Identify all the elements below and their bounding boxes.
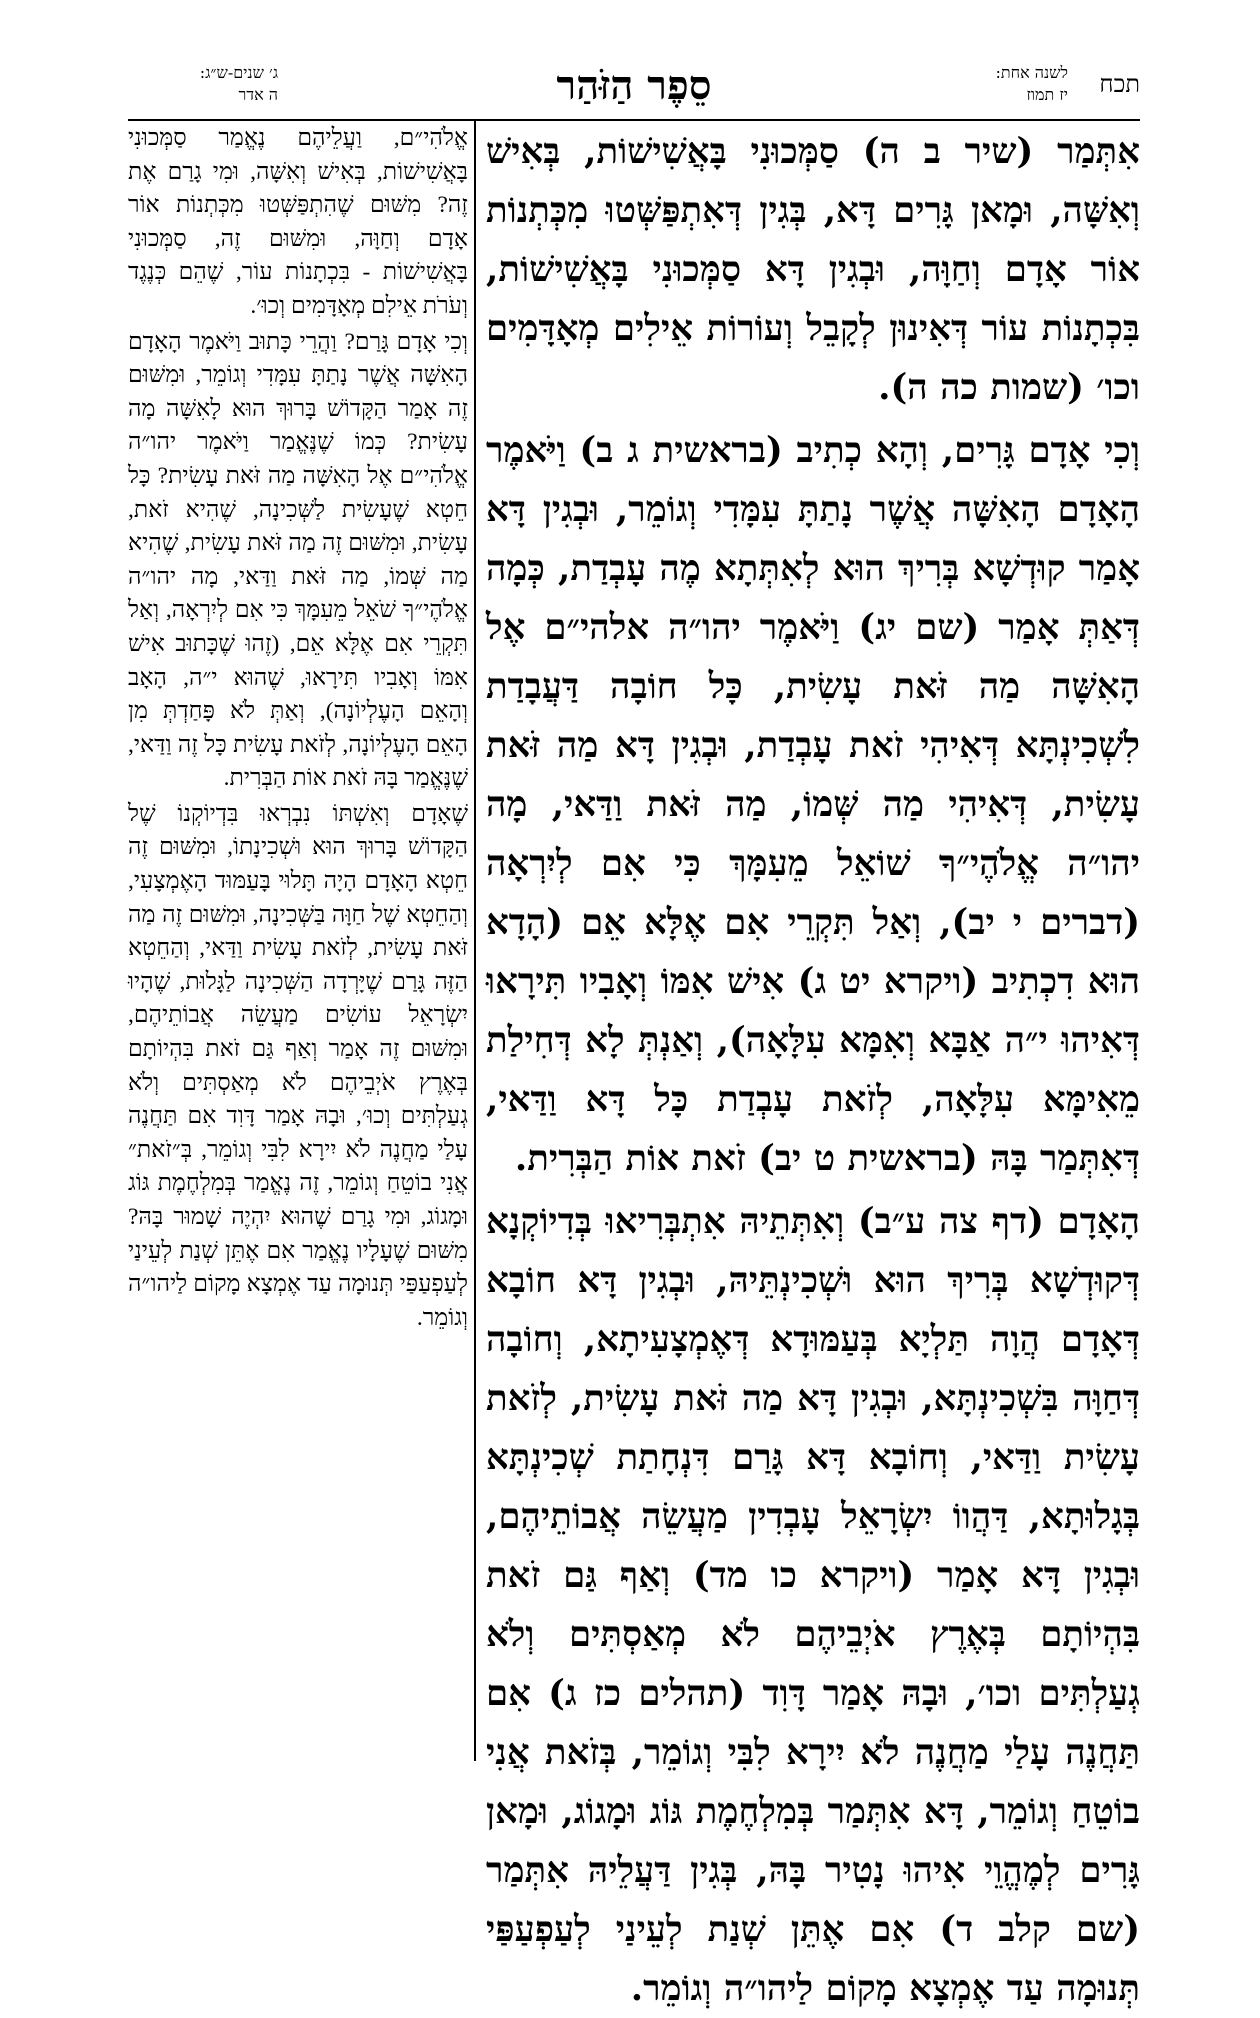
translation-paragraph: אֱלֹהִי״ם, וַעֲלֵיהֶם נֶאֱמַר סַמְּכוּנִי בָּאֲשִׁישׁוֹת, בְּאִישׁ וְאִשָּׁה, וּמִי גָרַם אֶת זֶה? מִשּׁוּם שֶׁהִתְפַּשְּׁטוּ מִכְּתְנוֹת אוֹר אָדָם וְחַוָּה, וּמִשּׁוּם זֶה, סַמְּכוּנִי בָּאֲשִׁישׁוֹת - בִּכְתָנוֹת עוֹר, שֶׁהֵם כְּנֶגֶד וְעֹרֹת אֵילִם מְאָדָּמִים וְכוּ׳. [128, 125, 468, 319]
main-text-column [486, 122, 1140, 2009]
header-divider [128, 119, 1140, 121]
page-number: תכח [1099, 70, 1140, 98]
translation-paragraph: שֶׁאָדָם וְאִשְׁתּוֹ נִבְרְאוּ בִּדְיוֹקְנוֹ שֶׁל הַקָּדוֹשׁ בָּרוּךְ הוּא וּשְׁכִינָתוֹ, וּמִשּׁוּם זֶה חֵטְא הָאָדָם הָיָה תָּלוּי בָּעַמּוּד הָאֶמְצָעִי, וְהַחֵטְא שֶׁל חַוָּה בַּשְּׁכִינָה, וּמִשּׁוּם זֶה מַה זֹּאת עָשִׂית, לְזֹאת עָשִׂית וַדַּאי, וְהַחֵטְא הַזֶּה גָּרַם שֶׁיָּרְדָה הַשְּׁכִינָה לַגָּלוּת, שֶׁהָיוּ יִשְׂרָאֵל עוֹשִׂים מַעֲשֵׂה אֲבוֹתֵיהֶם, וּמִשּׁוּם זֶה אָמַר וְאַף גַּם זֹאת בִּהְיוֹתָם בְּאֶרֶץ אֹיְבֵיהֶם לֹא מְאַסְתִּים וְלֹא גְעַלְתִּים וְכוּ׳, וּבָהּ אָמַר דָּוִד אִם תַּחֲנֶה עָלַי מַחֲנֶה לֹא יִירָא לִבִּי וְגוֹמֵר, בְּ״זֹאת״ אֲנִי בוֹטֵחַ וְגוֹמֵר, זֶה נֶאֱמַר בְּמִלְחֶמֶת גּוֹג וּמָגוֹג, וּמִי גָרַם שֶׁהוּא יִהְיֶה שָׁמוּר בָּהּ? מִשּׁוּם שֶׁעָלָיו נֶאֱמַר אִם אֶתֵּן שְׁנַת לְעֵינַי לְעַפְעַפַּי תְּנוּמָה עַד אֶמְצָא מָקוֹם לַיהו״ה וְגוֹמֵר. [128, 800, 468, 1331]
column-divider [474, 121, 476, 1761]
reading-schedule-left [128, 62, 278, 106]
page-title: סֵפֶר הַזֹּהַר [556, 62, 712, 109]
main-paragraph: וְכִי אָדָם גָּרִים, וְהָא כְתִיב (בראשית ג ב) וַיֹּאמֶר הָאָדָם הָאִשָּׁה אֲשֶׁר נָתַתָּ עִמָּדִי וְגוֹמֵר, וּבְגִין דָּא אָמַר קוּדְשָׁא בְּרִיךְ הוּא לְאִתְּתָא מֶה עָבְדַת, כְּמָה דְּאַתְּ אָמַר (שם יג) וַיֹּאמֶר יהו״ה אלהי״ם אֶל הָאִשָּׁה מַה זֹּאת עָשִׂית, כָּל חוֹבָה דַּעֲבָדַת לִשְׁכִינְתָּא דְּאִיהִי זֹאת עָבְדַת, וּבְגִין דָּא מַה זֹּאת עָשִׂית, דְּאִיהִי מַה שְּׁמוֹ, מַה זֹּאת וַדַּאי, מָה יהו״ה אֱלֹהֶי״ךָ שׁוֹאֵל מֵעִמָּךְ כִּי אִם לְיִרְאָה (דברים י יב), וְאַל תִּקְרֵי אִם אֶלָּא אֵם (הָדָא הוּא דִכְתִיב (ויקרא יט ג) אִישׁ אִמּוֹ וְאָבִיו תִּירָאוּ דְּאִיהוּ י״ה אַבָּא וְאִמָּא עִלָּאָה), וְאַנְתְּ לָא דְּחִילַת מֵאִימָּא עִלָּאָה, לְזֹאת עָבְדַת כָּל דָּא וַדַּאי, דְּאִתְּמַר בָּהּ (בראשית ט יב) זֹאת אוֹת הַבְּרִית. [486, 430, 1140, 1179]
translation-column [128, 122, 468, 1762]
translation-paragraph: וְכִי אָדָם גָּרַם? וַהֲרֵי כָּתוּב וַיֹּאמֶר הָאָדָם הָאִשָּׁה אֲשֶׁר נָתַתָּ עִמָּדִי וְגוֹמֵר, וּמִשּׁוּם זֶה אָמַר הַקָּדוֹשׁ בָּרוּךְ הוּא לָאִשָּׁה מָה עָשִׂית? כְּמוֹ שֶׁנֶּאֱמַר וַיֹּאמֶר יהו״ה אֱלֹהִי״ם אֶל הָאִשָּׁה מַה זֹּאת עָשִׂית? כָּל חֵטְא שֶׁעָשִׂית לַשְּׁכִינָה, שֶׁהִיא זֹאת, עָשִׂית, וּמִשּׁוּם זֶה מַה זֹּאת עָשִׂית, שֶׁהִיא מַה שְּׁמוֹ, מַה זֹּאת וַדַּאי, מָה יהו״ה אֱלֹהֶי״ךָ שֹׁאֵל מֵעִמָּךְ כִּי אִם לְיִרְאָה, וְאַל תִּקְרֵי אִם אֶלָּא אֵם, (זֶהוּ שֶׁכָּתוּב אִישׁ אִמּוֹ וְאָבִיו תִּירָאוּ, שֶׁהוּא י״ה, הָאָב וְהָאֵם הָעֶלְיוֹנָה), וְאַתְּ לֹא פָּחַדְתְּ מִן הָאֵם הָעֶלְיוֹנָה, לְזֹאת עָשִׂית כָּל זֶה וַדַּאי, שֶׁנֶּאֱמַר בָּהּ זֹאת אוֹת הַבְּרִית. [128, 328, 468, 792]
schedule-line: ג׳ שנים-ש״ג: [199, 63, 278, 82]
schedule-date: יז תמוז [1026, 85, 1068, 104]
page-header [128, 62, 1140, 118]
schedule-line: לשנה אחת: [995, 63, 1068, 82]
main-paragraph: אִתְּמַר (שיר ב ה) סַמְּכוּנִי בָּאֲשִׁישׁוֹת, בְּאִישׁ וְאִשָּׁה, וּמָאן גָּרִים דָּא, בְּגִין דְּאִתְפַּשְּׁטוּ מִכְּתְנוֹת אוֹר אָדָם וְחַוָּה, וּבְגִין דָּא סַמְּכוּנִי בָּאֲשִׁישׁוֹת, בִּכְתָנוֹת עוֹר דְּאִינוּן לְקָבֵל וְעוֹרוֹת אֵילִים מְאָדָּמִים וכו׳ (שמות כה ה). [486, 131, 1140, 408]
schedule-date: ה אדר [238, 85, 278, 104]
main-paragraph: הָאָדָם (דף צה ע״ב) וְאִתְּתֵיהּ אִתְבְּרִיאוּ בְּדִיוֹקְנָא דְּקוּדְשָׁא בְּרִיךְ הוּא וּשְׁכִינְתֵּיהּ, וּבְגִין דָּא חוֹבָא דְּאָדָם הֲוָה תַּלְיָא בְּעַמּוּדָא דְּאֶמְצָעִיתָא, וְחוֹבָה דְּחַוָּה בִּשְׁכִינְתָּא, וּבְגִין דָּא מַה זֹּאת עָשִׂית, לְזֹאת עָשִׂית וַדַּאי, וְחוֹבָא דָּא גָּרַם דִּנְחָתַת שְׁכִינְתָּא בְּגָלוּתָא, דַּהֲווֹ יִשְׂרָאֵל עָבְדִין מַעֲשֵׂה אֲבוֹתֵיהֶם, וּבְגִין דָּא אָמַר (ויקרא כו מד) וְאַף גַּם זֹאת בִּהְיוֹתָם בְּאֶרֶץ אֹיְבֵיהֶם לֹא מְאַסְתִּים וְלֹא גְעַלְתִּים וכו׳, וּבָהּ אָמַר דָּוִד (תהלים כז ג) אִם תַּחֲנֶה עָלַי מַחֲנֶה לֹא יִירָא לִבִּי וְגוֹמֵר, בְּזֹאת אֲנִי בוֹטֵחַ וְגוֹמֵר, דָּא אִתְּמַר בְּמִלְחֶמֶת גּוֹג וּמָגוֹג, וּמָאן גָּרִים לְמֶהֱוֵי אִיהוּ נָטִיר בָּהּ, בְּגִין דַּעֲלֵיהּ אִתְּמַר (שם קלב ד) אִם אֶתֵּן שְׁנַת לְעֵינַי לְעַפְעַפַּי תְּנוּמָה עַד אֶמְצָא מָקוֹם לַיהו״ה וְגוֹמֵר. [486, 1201, 1140, 2009]
